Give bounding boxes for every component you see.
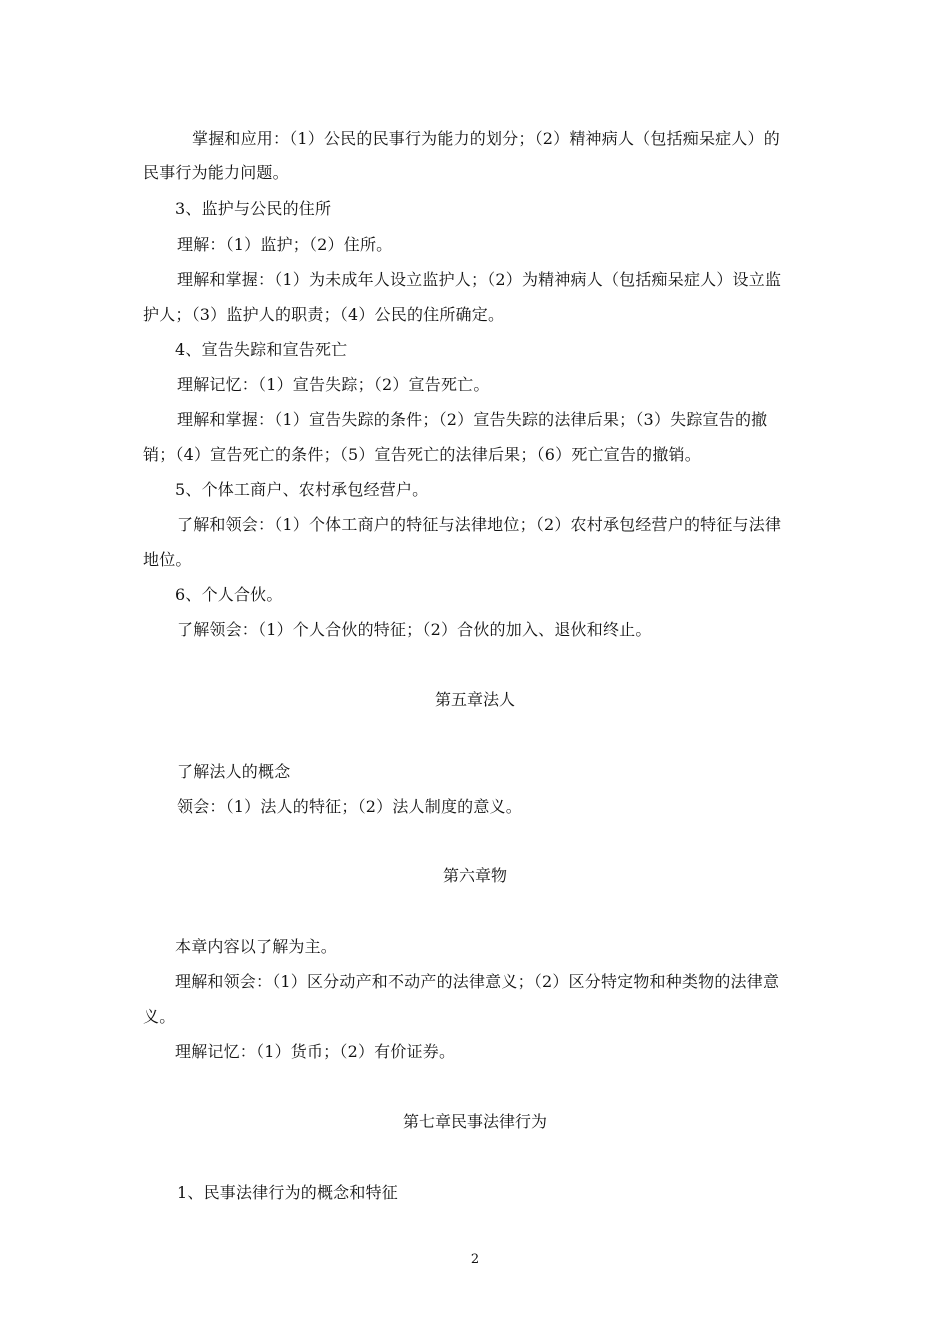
paragraph-line: 地位。 bbox=[143, 550, 192, 569]
paragraph-line: 理解：（1）监护；（2）住所。 bbox=[177, 235, 393, 254]
chapter-heading: 第六章物 bbox=[442, 866, 507, 885]
paragraph-line: 理解和掌握：（1）宣告失踪的条件；（2）宣告失踪的法律后果；（3）失踪宣告的撤 bbox=[177, 410, 768, 429]
paragraph-line: 护人；（3）监护人的职责；（4）公民的住所确定。 bbox=[143, 305, 505, 324]
section-title: 3、监护与公民的住所 bbox=[175, 199, 332, 218]
paragraph-line: 民事行为能力问题。 bbox=[143, 163, 289, 182]
paragraph-line: 本章内容以了解为主。 bbox=[175, 937, 338, 956]
paragraph-line: 1、民事法律行为的概念和特征 bbox=[177, 1183, 398, 1202]
paragraph-line: 理解和领会：（1）区分动产和不动产的法律意义；（2）区分特定物和种类物的法律意 bbox=[175, 972, 780, 991]
section-title: 4、宣告失踪和宣告死亡 bbox=[175, 340, 348, 359]
paragraph-line: 了解法人的概念 bbox=[177, 762, 291, 781]
paragraph-line: 理解记忆：（1）货币；（2）有价证券。 bbox=[175, 1042, 456, 1061]
paragraph-line: 领会：（1）法人的特征；（2）法人制度的意义。 bbox=[177, 797, 522, 816]
section-title: 5、个体工商户、农村承包经营户。 bbox=[175, 480, 429, 499]
section-title: 6、个人合伙。 bbox=[175, 585, 283, 604]
chapter-heading: 第七章民事法律行为 bbox=[402, 1112, 547, 1131]
paragraph-line: 了解领会：（1）个人合伙的特征；（2）合伙的加入、退伙和终止。 bbox=[177, 620, 652, 639]
paragraph-line: 义。 bbox=[143, 1007, 176, 1026]
paragraph-line: 掌握和应用：（1）公民的民事行为能力的划分；（2）精神病人（包括痴呆症人）的 bbox=[192, 129, 780, 148]
paragraph-line: 理解记忆：（1）宣告失踪；（2）宣告死亡。 bbox=[177, 375, 490, 394]
chapter-heading: 第五章法人 bbox=[434, 690, 515, 709]
page-number: 2 bbox=[470, 1252, 480, 1267]
paragraph-line: 理解和掌握：（1）为未成年人设立监护人；（2）为精神病人（包括痴呆症人）设立监 bbox=[177, 270, 782, 289]
paragraph-line: 销；（4）宣告死亡的条件；（5）宣告死亡的法律后果；（6）死亡宣告的撤销。 bbox=[143, 445, 701, 464]
paragraph-line: 了解和领会：（1）个体工商户的特征与法律地位；（2）农村承包经营户的特征与法律 bbox=[177, 515, 782, 534]
